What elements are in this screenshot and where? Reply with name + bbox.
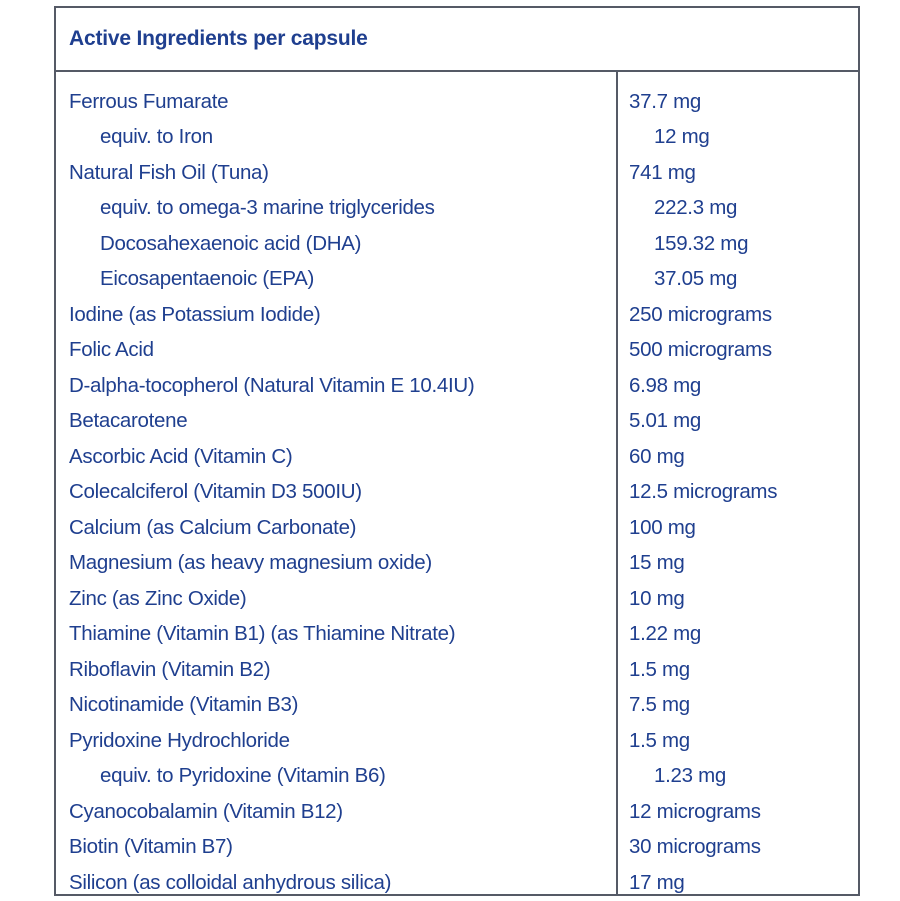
table-row — [56, 688, 858, 724]
ingredient-name: Thiamine (Vitamin B1) (as Thiamine Nitrate) — [69, 622, 456, 646]
ingredient-name: Ferrous Fumarate — [69, 89, 229, 113]
ingredient-name: equiv. to Pyridoxine (Vitamin B6) — [100, 764, 386, 788]
table-row — [56, 191, 858, 227]
table-row — [56, 652, 858, 688]
ingredient-name: Zinc (as Zinc Oxide) — [69, 586, 247, 610]
table-row — [56, 475, 858, 511]
ingredient-amount: 30 micrograms — [629, 835, 761, 859]
ingredient-name: Betacarotene — [69, 409, 188, 433]
table-row — [56, 794, 858, 830]
ingredient-amount: 12 mg — [654, 125, 710, 149]
ingredient-amount: 7.5 mg — [629, 693, 690, 717]
ingredient-amount: 37.05 mg — [654, 267, 738, 291]
ingredient-amount: 5.01 mg — [629, 409, 701, 433]
table-row — [56, 297, 858, 333]
ingredient-amount: 12.5 micrograms — [629, 480, 778, 504]
table-row — [56, 759, 858, 795]
ingredient-amount: 10 mg — [629, 586, 685, 610]
ingredient-name: Docosahexaenoic acid (DHA) — [100, 231, 362, 255]
ingredient-name: Natural Fish Oil (Tuna) — [69, 160, 269, 184]
table-row — [56, 617, 858, 653]
ingredient-amount: 1.23 mg — [654, 764, 726, 788]
ingredient-name: Iodine (as Potassium Iodide) — [69, 302, 321, 326]
ingredient-name: Ascorbic Acid (Vitamin C) — [69, 444, 293, 468]
ingredient-name: Calcium (as Calcium Carbonate) — [69, 515, 357, 539]
ingredient-amount: 12 micrograms — [629, 799, 761, 823]
ingredients-table — [54, 6, 860, 896]
ingredient-amount: 1.5 mg — [629, 728, 690, 752]
table-row — [56, 830, 858, 866]
ingredient-amount: 17 mg — [629, 870, 685, 894]
ingredient-name: Colecalciferol (Vitamin D3 500IU) — [69, 480, 362, 504]
ingredient-amount: 500 micrograms — [629, 338, 772, 362]
ingredient-amount: 1.22 mg — [629, 622, 701, 646]
ingredient-amount: 250 micrograms — [629, 302, 772, 326]
ingredient-rows — [56, 84, 858, 901]
table-row — [56, 510, 858, 546]
ingredient-name: Folic Acid — [69, 338, 154, 362]
ingredient-name: equiv. to Iron — [100, 125, 213, 149]
ingredient-name: Biotin (Vitamin B7) — [69, 835, 233, 859]
ingredient-amount: 60 mg — [629, 444, 685, 468]
ingredient-amount: 1.5 mg — [629, 657, 690, 681]
table-row — [56, 581, 858, 617]
table-row — [56, 262, 858, 298]
ingredient-amount: 222.3 mg — [654, 196, 738, 220]
table-row — [56, 226, 858, 262]
table-row — [56, 404, 858, 440]
ingredient-name: Eicosapentaenoic (EPA) — [100, 267, 315, 291]
ingredient-name: Nicotinamide (Vitamin B3) — [69, 693, 299, 717]
table-row — [56, 723, 858, 759]
ingredient-amount: 159.32 mg — [654, 231, 749, 255]
table-row — [56, 155, 858, 191]
table-row — [56, 333, 858, 369]
ingredient-name: Silicon (as colloidal anhydrous silica) — [69, 870, 392, 894]
ingredient-amount: 100 mg — [629, 515, 696, 539]
ingredient-name: D-alpha-tocopherol (Natural Vitamin E 10.4IU) — [69, 373, 475, 397]
ingredient-amount: 741 mg — [629, 160, 696, 184]
ingredient-amount: 6.98 mg — [629, 373, 701, 397]
table-row — [56, 439, 858, 475]
table-row — [56, 368, 858, 404]
ingredient-name: Magnesium (as heavy magnesium oxide) — [69, 551, 432, 575]
ingredient-name: Pyridoxine Hydrochloride — [69, 728, 290, 752]
ingredient-name: equiv. to omega-3 marine triglycerides — [100, 196, 435, 220]
table-header — [56, 8, 858, 72]
ingredient-name: Cyanocobalamin (Vitamin B12) — [69, 799, 343, 823]
table-title: Active Ingredients per capsule — [69, 27, 368, 50]
table-body — [56, 72, 858, 894]
ingredient-amount: 37.7 mg — [629, 89, 701, 113]
table-row — [56, 546, 858, 582]
table-row — [56, 120, 858, 156]
table-row — [56, 865, 858, 901]
table-row — [56, 84, 858, 120]
ingredient-amount: 15 mg — [629, 551, 685, 575]
ingredient-name: Riboflavin (Vitamin B2) — [69, 657, 271, 681]
